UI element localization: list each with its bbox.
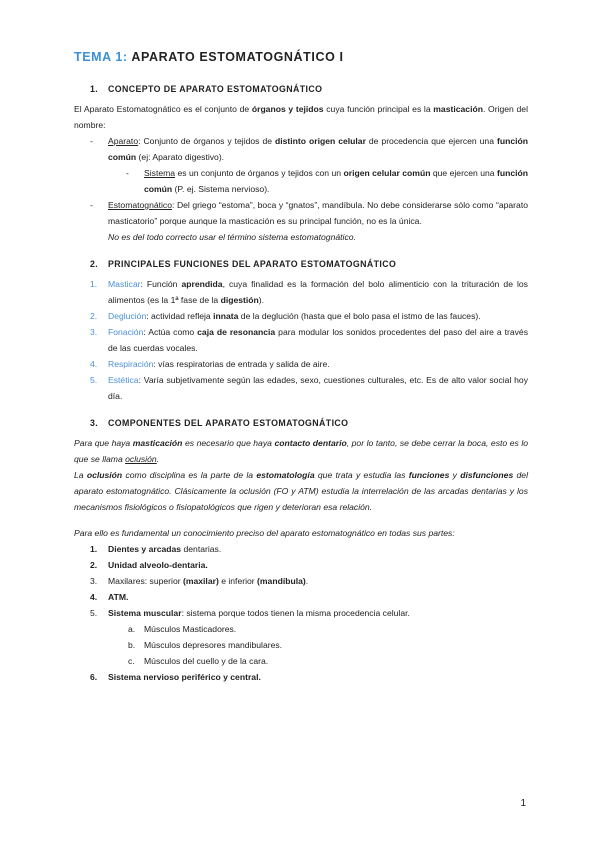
estomatognatico-note: No es del todo correcto usar el término sistema estomatognático. [108,232,356,242]
list-item: 4. Respiración: vías respiratorias de entrada y salida de aire. [90,359,330,369]
list-item: 5. Sistema muscular: sistema porque todos tienen la misma procedencia celular. [90,608,410,618]
list-item: 2. Deglución: actividad refleja innata de la deglución (hasta que el bolo pasa el istmo de las fauces). [90,311,481,321]
definition-aparato: - Aparato: Conjunto de órganos y tejidos de distinto origen celular de procedencia que ejercen una función común (ej: Aparato digestivo). [74,133,528,165]
definition-sistema: - Sistema es un conjunto de órganos y tejidos con un origen celular común que ejercen una función común (P. ej. Sistema nervioso). [74,165,528,197]
functions-list [74,276,528,404]
section-2-heading: 2. PRINCIPALES FUNCIONES DEL APARATO ESTOMATOGNÁTICO [90,259,397,269]
title-text: APARATO ESTOMATOGNÁTICO I [131,50,344,64]
list-item: 6. Sistema nervioso periférico y central. [90,672,261,682]
definition-estomatognatico: - Estomatognático: Del griego “estoma”, boca y “gnatos”, mandíbula. No debe considerarse sólo como “aparato masticatorio” porque aunque la masticación es su principal función, no es la única. No es del todo correcto usar el término sistema estomatognático. [74,197,528,245]
section-3-heading: 3. COMPONENTES DEL APARATO ESTOMATOGNÁTICO [90,418,349,428]
list-item: 3. Fonación: Actúa como caja de resonancia para modular los sonidos procedentes del paso del aire a través de las cuerdas vocales. [90,327,528,353]
page-number: 1 [520,798,526,809]
section-3-paragraph-3: Para ello es fundamental un conocimiento preciso del aparato estomatognático en todas sus partes: [74,528,455,538]
list-subitem: a. Músculos Masticadores. [128,624,237,634]
list-item: 4. ATM. [90,592,129,602]
section-3-paragraph-1: Para que haya masticación es necesario que haya contacto dentario, por lo tanto, se debe cerrar la boca, esto es lo que se llama oclusión. [74,438,529,464]
components-list [74,541,528,685]
section-1-heading: 1. CONCEPTO DE APARATO ESTOMATOGNÁTICO [90,84,323,94]
title-prefix: TEMA 1: [74,50,128,64]
list-item: 5. Estética: Varía subjetivamente según las edades, sexo, cuestiones culturales, etc. Es de alto valor social hoy día. [90,375,528,401]
list-subitem: c. Músculos del cuello y de la cara. [128,656,269,666]
list-item: 1. Dientes y arcadas dentarias. [90,544,222,554]
list-item: 1. Masticar: Función aprendida, cuya finalidad es la formación del bolo alimenticio con la trituración de los alimentos (es la 1ª fase de la digestión). [90,279,528,305]
document-title [74,50,528,64]
list-item: 2. Unidad alveolo-dentaria. [90,560,208,570]
list-subitem: b. Músculos depresores mandibulares. [128,640,283,650]
section-3-paragraph-2: La oclusión como disciplina es la parte de la estomatología que trata y estudia las funciones y disfunciones del aparato estomatognático. Clásicamente la oclusión (FO y ATM) estudia la interrelación de las arcadas dentarias y los mecanismos fisiológicos o fisiopatológicos que rigen y deterioran esa relación. [74,470,528,512]
section-1-intro: El Aparato Estomatognático es el conjunto de órganos y tejidos cuya función principal es la masticación. Origen del nombre: [74,104,528,130]
list-item: 3. Maxilares: superior (maxilar) e inferior (mandíbula). [90,576,309,586]
